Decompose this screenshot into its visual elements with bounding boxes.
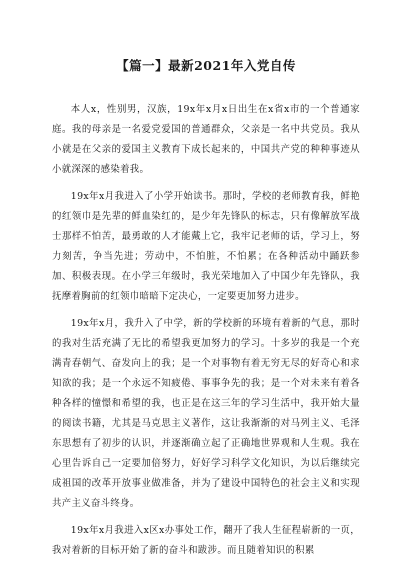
document-title: 【篇一】最新2021年入党自传 — [116, 58, 296, 73]
paragraph-middle-school: 19x年x月，我升入了中学，新的学校新的环境有着新的气息，那时的我对生活充满了无比的希望我更加努力的学习。十多岁的我是一个充满青春朝气、奋发向上的我；是一个对事物有着无穷无尽的好奇心和求知欲的我；是一个永远不知疲倦、事事争先的我；是一个对未来有着各种各样的憧憬和希望的我，也正是在这三年的学习生活中，我开始大量的阅读书籍，尤其是马克思主义著作，这让我渐渐的对马列主义、毛泽东思想有了初步的认识，并逐渐确立起了正确地世界观和人生观。我在心里告诉自己一定要加倍努力，好好学习科学文化知识，为以后继续完成祖国的改革开放事业做准备，并为了建设中国特色的社会主义和实现共产主义奋斗终身。 — [52, 318, 360, 509]
document-body — [52, 100, 360, 561]
paragraph-work: 19x年x月我进入x区x办事处工作，翻开了我人生征程崭新的一页，我对着新的目标开始了新的奋斗和跋涉。而且随着知识的积累 — [52, 525, 360, 556]
paragraph-primary-school: 19x年x月我进入了小学开始读书。那时，学校的老师教育我，鲜艳的红领巾是先辈的鲜血染红的，是少年先锋队的标志，只有像解放军战士那样不怕苦，最勇敢的人才能戴上它，我牢记老师的话，学习上，努力刻苦，争当先进；劳动中，不怕脏，不怕累；在各种活动中踊跃参加、积极表现。在小学三年级时，我光荣地加入了中国少年先锋队，我抚摩着胸前的红领巾暗暗下定决心，一定要更加努力进步。 — [52, 191, 360, 302]
paragraph-intro: 本人x，性别男，汉族，19x年x月x日出生在x省x市的一个普通家庭。我的母亲是一名爱党爱国的普通群众，父亲是一名中共党员。我从小就是在父亲的爱国主义教育下成长起来的，中国共产党的种种事迹从小就深深的感染着我。 — [52, 104, 360, 175]
